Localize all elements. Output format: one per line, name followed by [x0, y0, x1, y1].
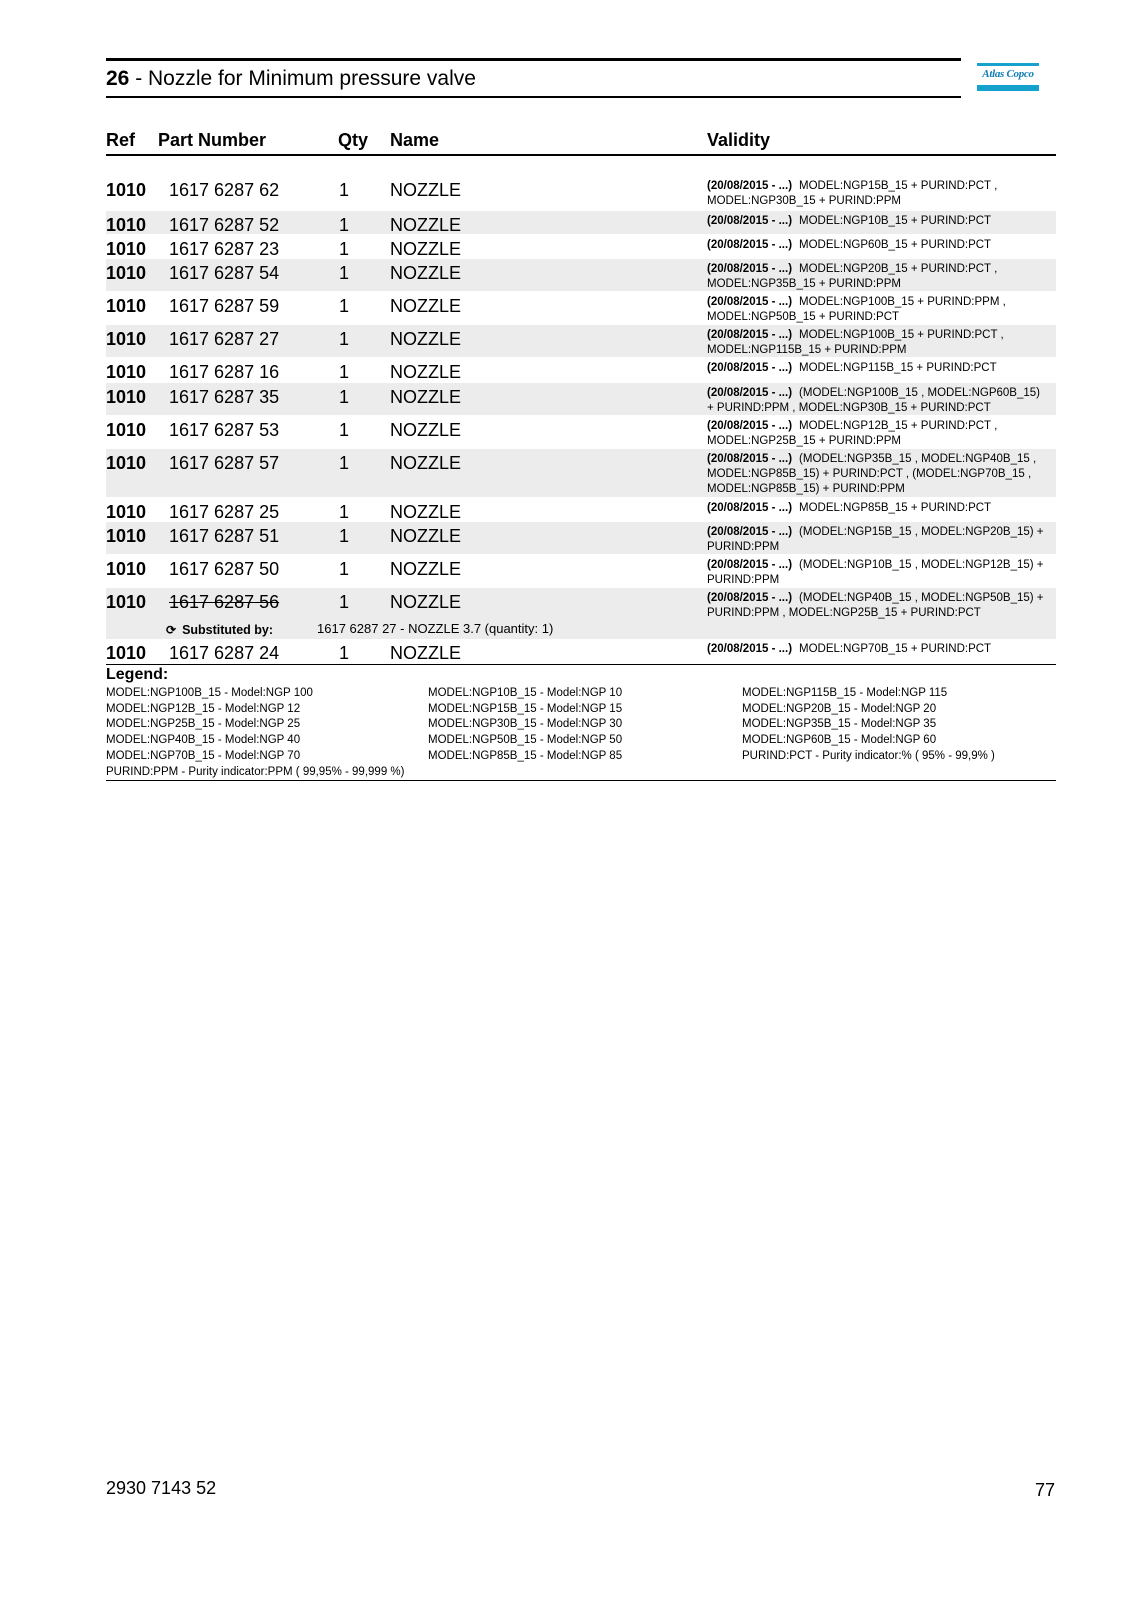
ref-cell: 1010 — [106, 559, 147, 579]
legend-title: Legend: — [106, 666, 169, 683]
part-number-cell: 1617 6287 51 — [169, 526, 280, 546]
name-cell: NOZZLE — [390, 502, 462, 522]
qty-cell: 1 — [339, 215, 350, 235]
part-number-cell: 1617 6287 59 — [169, 296, 280, 316]
validity-text: (MODEL:NGP100B_15 , MODEL:NGP60B_15) + PURIND:PPM , MODEL:NGP30B_15 + PURIND:PCT — [707, 387, 1040, 414]
ref-cell: 1010 — [106, 453, 147, 473]
table-row — [106, 211, 1056, 234]
legend-entry: MODEL:NGP50B_15 - Model:NGP 50 — [428, 734, 623, 747]
name-cell: NOZZLE — [390, 526, 462, 546]
legend-entry: MODEL:NGP25B_15 - Model:NGP 25 — [106, 718, 301, 731]
ref-cell: 1010 — [106, 215, 147, 235]
legend-entry: MODEL:NGP35B_15 - Model:NGP 35 — [742, 718, 937, 731]
qty-cell: 1 — [339, 329, 350, 349]
validity-cell — [707, 452, 1047, 497]
header-rule — [106, 154, 1056, 156]
legend-entry: MODEL:NGP60B_15 - Model:NGP 60 — [742, 734, 937, 747]
legend-entry: MODEL:NGP40B_15 - Model:NGP 40 — [106, 734, 301, 747]
validity-date: (20/08/2015 - ...) — [707, 263, 793, 275]
ref-cell: 1010 — [106, 643, 147, 663]
substitution-text: 1617 6287 27 - NOZZLE 3.7 (quantity: 1) — [317, 621, 554, 636]
qty-cell: 1 — [339, 502, 350, 522]
document-number: 2930 7143 52 — [106, 1478, 217, 1498]
validity-text: MODEL:NGP15B_15 + PURIND:PCT , MODEL:NGP30B_15 + PURIND:PPM — [707, 180, 998, 207]
substitution-label-text: Substituted by: — [182, 623, 274, 637]
validity-cell — [707, 386, 1047, 416]
validity-cell — [707, 642, 1047, 657]
table-row — [106, 259, 1056, 291]
qty-cell: 1 — [339, 453, 350, 473]
validity-date: (20/08/2015 - ...) — [707, 453, 793, 465]
section-header — [106, 58, 961, 98]
col-header-name: Name — [390, 130, 440, 150]
validity-text: MODEL:NGP12B_15 + PURIND:PCT , MODEL:NGP25B_15 + PURIND:PPM — [707, 420, 998, 447]
part-number-cell: 1617 6287 16 — [169, 362, 280, 382]
logo-text: Atlas Copco — [982, 68, 1034, 80]
validity-text: MODEL:NGP100B_15 + PURIND:PCT , MODEL:NGP115B_15 + PURIND:PPM — [707, 329, 1004, 356]
qty-cell: 1 — [339, 362, 350, 382]
name-cell: NOZZLE — [390, 559, 462, 579]
validity-date: (20/08/2015 - ...) — [707, 387, 793, 399]
name-cell: NOZZLE — [390, 215, 462, 235]
name-cell: NOZZLE — [390, 180, 462, 200]
validity-cell — [707, 214, 1047, 229]
part-number-cell: 1617 6287 27 — [169, 329, 280, 349]
part-number-cell: 1617 6287 50 — [169, 559, 280, 579]
legend-entry: MODEL:NGP10B_15 - Model:NGP 10 — [428, 687, 623, 699]
table-row — [106, 588, 1056, 621]
ref-cell: 1010 — [106, 362, 147, 382]
qty-cell: 1 — [339, 420, 350, 440]
substitution-label — [166, 623, 273, 637]
name-cell: NOZZLE — [390, 592, 462, 612]
part-number-cell: 1617 6287 53 — [169, 420, 280, 440]
ref-cell: 1010 — [106, 526, 147, 546]
validity-date: (20/08/2015 - ...) — [707, 239, 793, 251]
validity-date: (20/08/2015 - ...) — [707, 526, 793, 538]
validity-cell — [707, 501, 1047, 516]
ref-cell: 1010 — [106, 239, 147, 259]
col-header-qty: Qty — [338, 130, 369, 150]
legend-entry: MODEL:NGP15B_15 - Model:NGP 15 — [428, 702, 623, 715]
qty-cell: 1 — [339, 239, 350, 259]
validity-cell — [707, 419, 1047, 449]
qty-cell: 1 — [339, 263, 350, 283]
name-cell: NOZZLE — [390, 643, 462, 663]
table-row — [106, 416, 1056, 448]
ref-cell: 1010 — [106, 296, 147, 316]
table-row — [106, 555, 1056, 587]
legend-entry: MODEL:NGP30B_15 - Model:NGP 30 — [428, 718, 623, 731]
part-number-cell: 1617 6287 35 — [169, 387, 280, 407]
part-number-cell: 1617 6287 24 — [169, 643, 280, 663]
ref-cell: 1010 — [106, 180, 147, 200]
legend-entry: MODEL:NGP12B_15 - Model:NGP 12 — [106, 702, 301, 715]
page-title — [106, 67, 476, 91]
ref-cell: 1010 — [106, 263, 147, 283]
part-number-cell: 1617 6287 52 — [169, 215, 280, 235]
validity-date: (20/08/2015 - ...) — [707, 420, 793, 432]
legend-entry: PURIND:PCT - Purity indicator:% ( 95% - 99,9% ) — [742, 749, 995, 762]
validity-date: (20/08/2015 - ...) — [707, 362, 793, 374]
logo-bottom-bar — [977, 85, 1039, 91]
part-number-cell: 1617 6287 54 — [169, 263, 280, 283]
section-number: 26 — [106, 67, 130, 90]
validity-text: MODEL:NGP70B_15 + PURIND:PCT — [799, 643, 992, 655]
qty-cell: 1 — [339, 296, 350, 316]
page-number: 77 — [1035, 1480, 1056, 1500]
name-cell: NOZZLE — [390, 239, 462, 259]
qty-cell: 1 — [339, 387, 350, 407]
ref-cell: 1010 — [106, 592, 147, 612]
validity-cell — [707, 525, 1047, 555]
validity-cell — [707, 591, 1047, 621]
table-row — [106, 358, 1056, 382]
legend-entry: MODEL:NGP115B_15 - Model:NGP 115 — [742, 687, 948, 699]
legend-entry: MODEL:NGP100B_15 - Model:NGP 100 — [106, 687, 313, 699]
part-number-cell: 1617 6287 62 — [169, 180, 280, 200]
col-header-ref: Ref — [106, 130, 136, 150]
table-row — [106, 292, 1056, 324]
validity-text: MODEL:NGP10B_15 + PURIND:PCT — [799, 215, 992, 227]
ref-cell: 1010 — [106, 387, 147, 407]
ref-cell: 1010 — [106, 502, 147, 522]
legend-entry: MODEL:NGP20B_15 - Model:NGP 20 — [742, 702, 937, 715]
refresh-icon: ⟳ — [166, 623, 177, 637]
table-row — [106, 449, 1056, 497]
validity-date: (20/08/2015 - ...) — [707, 592, 793, 604]
part-number-cell: 1617 6287 25 — [169, 502, 280, 522]
validity-date: (20/08/2015 - ...) — [707, 296, 793, 308]
name-cell: NOZZLE — [390, 362, 462, 382]
name-cell: NOZZLE — [390, 263, 462, 283]
validity-cell — [707, 328, 1047, 358]
table-row — [106, 639, 1056, 663]
validity-cell — [707, 295, 1047, 325]
qty-cell: 1 — [339, 643, 350, 663]
table-row — [106, 498, 1056, 521]
part-number-cell: 1617 6287 57 — [169, 453, 280, 473]
col-header-part-number: Part Number — [158, 130, 267, 150]
validity-text: (MODEL:NGP40B_15 , MODEL:NGP50B_15) + PURIND:PPM , MODEL:NGP25B_15 + PURIND:PCT — [707, 592, 1044, 619]
table-bottom-rule — [106, 664, 1056, 665]
validity-cell — [707, 179, 1047, 209]
name-cell: NOZZLE — [390, 329, 462, 349]
ref-cell: 1010 — [106, 329, 147, 349]
validity-text: MODEL:NGP100B_15 + PURIND:PPM , MODEL:NGP50B_15 + PURIND:PCT — [707, 296, 1006, 323]
part-number-cell: 1617 6287 23 — [169, 239, 280, 259]
name-cell: NOZZLE — [390, 296, 462, 316]
qty-cell: 1 — [339, 526, 350, 546]
legend-rule — [106, 780, 1056, 781]
substitution-row — [106, 621, 1056, 639]
validity-date: (20/08/2015 - ...) — [707, 215, 793, 227]
table-row — [106, 235, 1056, 258]
qty-cell: 1 — [339, 592, 350, 612]
validity-text: MODEL:NGP85B_15 + PURIND:PCT — [799, 502, 992, 514]
logo-top-bar — [977, 63, 1039, 66]
validity-cell — [707, 262, 1047, 292]
col-header-validity: Validity — [707, 130, 771, 150]
validity-text: MODEL:NGP20B_15 + PURIND:PCT , MODEL:NGP35B_15 + PURIND:PPM — [707, 263, 998, 290]
table-row — [106, 176, 1056, 210]
table-row — [106, 325, 1056, 357]
validity-cell — [707, 361, 1047, 376]
name-cell: NOZZLE — [390, 453, 462, 473]
ref-cell: 1010 — [106, 420, 147, 440]
validity-text: (MODEL:NGP35B_15 , MODEL:NGP40B_15 , MODEL:NGP85B_15) + PURIND:PCT , (MODEL:NGP70B_15 , MODEL:NGP85B_15) + PURIND:PPM — [707, 453, 1037, 495]
validity-cell — [707, 558, 1047, 588]
table-row — [106, 383, 1056, 415]
table-row — [106, 522, 1056, 554]
validity-date: (20/08/2015 - ...) — [707, 559, 793, 571]
legend-entry: MODEL:NGP85B_15 - Model:NGP 85 — [428, 749, 623, 762]
validity-text: MODEL:NGP60B_15 + PURIND:PCT — [799, 239, 992, 251]
validity-text: (MODEL:NGP10B_15 , MODEL:NGP12B_15) + PURIND:PPM — [707, 559, 1044, 586]
name-cell: NOZZLE — [390, 420, 462, 440]
validity-text: (MODEL:NGP15B_15 , MODEL:NGP20B_15) + PURIND:PPM — [707, 526, 1044, 553]
validity-date: (20/08/2015 - ...) — [707, 180, 793, 192]
validity-text: MODEL:NGP115B_15 + PURIND:PCT — [799, 362, 997, 374]
validity-date: (20/08/2015 - ...) — [707, 329, 793, 341]
atlas-copco-logo — [977, 61, 1039, 92]
part-number-cell: 1617 6287 56 — [169, 592, 280, 612]
validity-cell — [707, 238, 1047, 253]
validity-date: (20/08/2015 - ...) — [707, 502, 793, 514]
qty-cell: 1 — [339, 180, 350, 200]
qty-cell: 1 — [339, 559, 350, 579]
legend-entry: PURIND:PPM - Purity indicator:PPM ( 99,95% - 99,999 %) — [106, 765, 405, 778]
section-title: - Nozzle for Minimum pressure valve — [129, 67, 476, 90]
validity-date: (20/08/2015 - ...) — [707, 643, 793, 655]
name-cell: NOZZLE — [390, 387, 462, 407]
legend-entry: MODEL:NGP70B_15 - Model:NGP 70 — [106, 749, 301, 762]
